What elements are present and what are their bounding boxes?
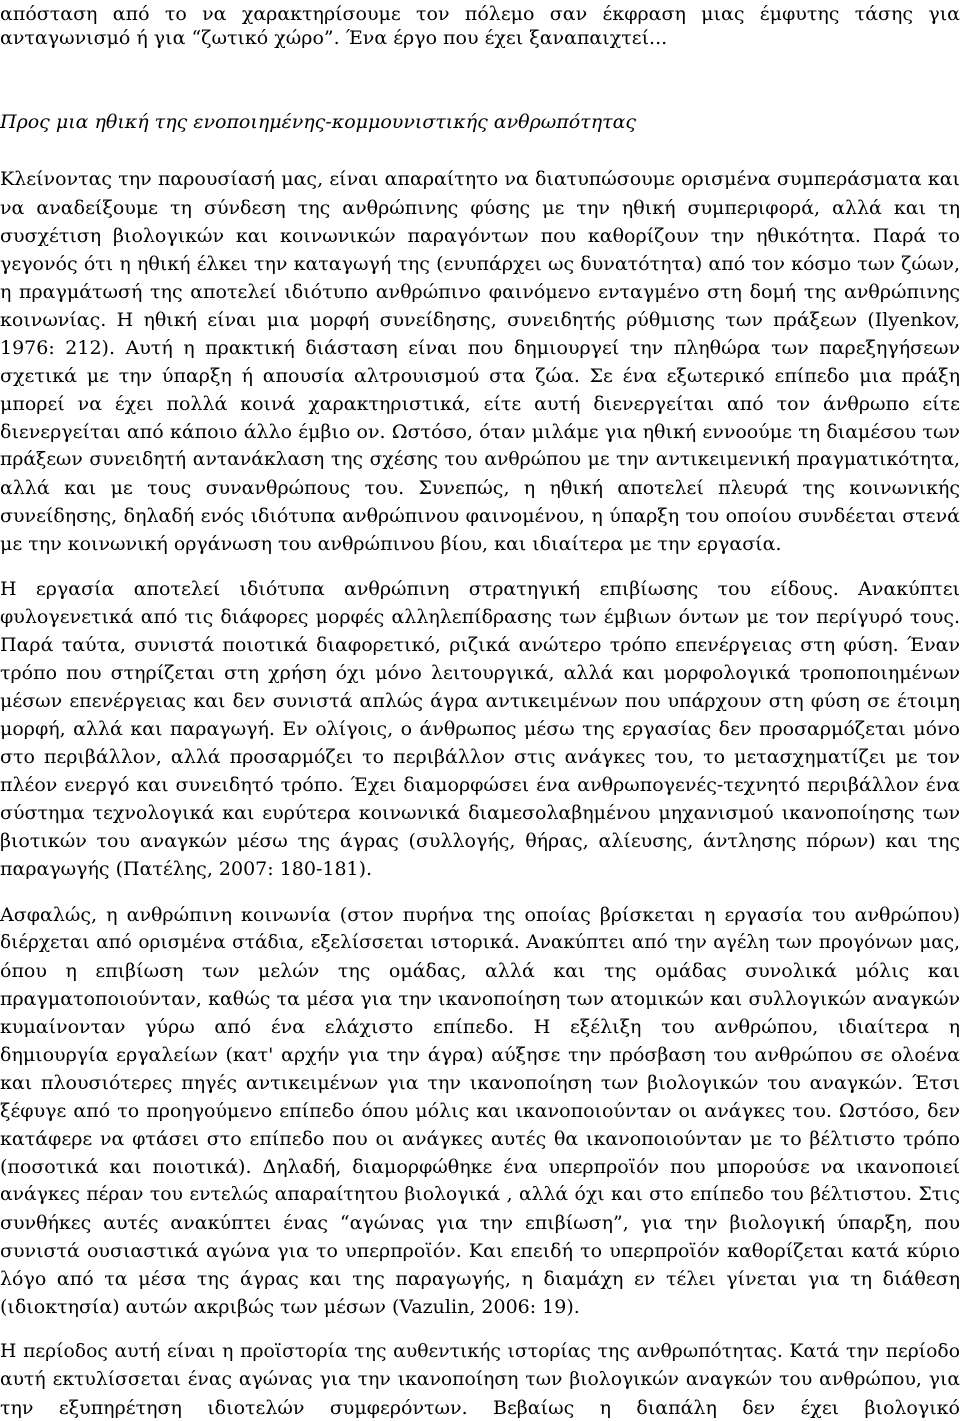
text-line: Η εργασία αποτελεί ιδιότυπα ανθρώπινη στρατηγική επιβίωσης του είδους. Ανακύπτει <box>0 578 960 600</box>
text-line: σύστημα τεχνολογικά και ευρύτερα κοινωνικά διαμεσολαβημένου μηχανισμού ικανοποίησης των <box>0 802 960 824</box>
text-line: με την κοινωνική οργάνωση του ανθρώπινου βίου, και ιδιαίτερα με την εργασία. <box>0 533 782 555</box>
text-line: διέρχεται από ορισμένα στάδια, εξελίσσεται ιστορικά. Ανακύπτει από την αγέλη των προγόνων μας, <box>0 932 960 953</box>
text-line: όπου η επιβίωση των μελών της ομάδας, αλλά και της ομάδας συνολικά μόλις και <box>0 960 960 982</box>
text-line: διενεργείται από κάποιο άλλο έμβιο ον. Ωστόσο, όταν μιλάμε για ηθική εννοούμε τη διαμέσου των <box>0 421 960 443</box>
text-line: αλλά και με τους συνανθρώπους του. Συνεπώς, η ηθική αποτελεί πλευρά της κοινωνικής <box>0 477 960 499</box>
text-line: 1976: 212). Αυτή η πρακτική διάσταση είναι που δημιουργεί την πληθώρα των παρεξηγήσεων <box>0 337 960 359</box>
text-line: πραγματοποιούνταν, καθώς τα μέσα για την ικανοποίηση των ατομικών και συλλογικών αναγκών <box>0 988 960 1010</box>
text-line: αυτή εκτυλίσσεται ένας αγώνας για την ικανοποίηση των βιολογικών αναγκών του ανθρώπου, για <box>0 1369 960 1390</box>
text-line: μέσων επενέργειας και δεν συνιστά απλώς άγρα αντικειμένων που υπάρχουν στη φύση σε έτοιμη <box>0 690 960 712</box>
text-line: στο περιβάλλον, αλλά προσαρμόζει το περιβάλλον στις ανάγκες του, το μετασχηματίζει με τον <box>0 746 960 768</box>
text-line: πράξεων συνειδητή αντανάκλαση της σχέσης του ανθρώπου με την αντικειμενική πραγματικότητα, <box>0 449 960 470</box>
text-line: λόγο από τα μέσα της άγρας και της παραγωγής, η διαμάχη εν τέλει γίνεται για τη διάθεση <box>0 1268 960 1290</box>
text-line: Κλείνοντας την παρουσίασή μας, είναι απαραίτητο να διατυπώσουμε ορισμένα συμπεράσματα και <box>0 168 960 190</box>
text-line: κατάφερε να φτάσει στο επίπεδο που οι ανάγκες αυτές θα ικανοποιούνταν με το βέλτιστο τρόπο <box>0 1128 960 1150</box>
text-line: ανταγωνισμό ή για “ζωτικό χώρο”. Ένα έργο που έχει ξαναπαιχτεί... <box>0 27 668 49</box>
text-line: ανάγκες πέραν του εντελώς απαραίτητου βιολογικά , αλλά όχι και στο επίπεδο του βέλτιστου. Στις <box>0 1184 960 1205</box>
text-line: απόσταση από το να χαρακτηρίσουμε τον πόλεμο σαν έκφραση μιας έμφυτης τάσης για <box>0 3 960 25</box>
text-line: δημιουργία εργαλείων (κατ' αρχήν για την άγρα) αύξησε την πρόσβαση του ανθρώπου σε ολοένα <box>0 1044 960 1066</box>
text-line: τρόπο που στηρίζεται στη χρήση όχι μόνο λειτουργικά, αλλά και μορφολογικά τροποποιημένων <box>0 662 960 684</box>
text-line: την εξυπηρέτηση ιδιοτελών συμφερόντων. Βεβαίως η διαπάλη δεν έχει βιολογικό <box>0 1397 960 1419</box>
text-line: συνιστά ουσιαστικά αγώνα για το υπερπροϊόν. Και επειδή το υπερπροϊόν καθορίζεται κατά κύριο <box>0 1240 960 1262</box>
text-line: και πλουσιότερες πηγές αντικειμένων για την ικανοποίηση των βιολογικών του αναγκών. Έτσι <box>0 1072 960 1094</box>
text-line: Η περίοδος αυτή είναι η προϊστορία της αυθεντικής ιστορίας της ανθρωπότητας. Κατά την περίοδο <box>0 1341 960 1362</box>
text-line: γεγονός ότι η ηθική έλκει την καταγωγή της (ενυπάρχει ως δυνατότητα) από τον κόσμο των ζώων, <box>0 253 960 275</box>
text-line: πλέον ενεργό και συνειδητό τρόπο. Έχει διαμορφώσει ένα ανθρωπογενές-τεχνητό περιβάλλον ένα <box>0 774 960 796</box>
text-line: να αναδείξουμε τη σύνδεση της ανθρώπινης φύσης με την ηθική συμπεριφορά, αλλά και τη <box>0 197 960 219</box>
section-heading: Προς μια ηθική της ενοποιημένης-κομμουνιστικής ανθρωπότητας <box>0 111 637 133</box>
text-line: κοινωνίας. Η ηθική είναι μια μορφή συνείδησης, συνειδητής ρύθμισης των πράξεων (Ilyenkov, <box>0 309 960 331</box>
text-line: κυμαίνονταν γύρω από ένα ελάχιστο επίπεδο. Η εξέλιξη του ανθρώπου, ιδιαίτερα η <box>0 1016 960 1038</box>
text-line: παραγωγής (Πατέλης, 2007: 180-181). <box>0 858 373 880</box>
text-line: μπορεί να έχει πολλά κοινά χαρακτηριστικά, είτε αυτή διενεργείται από τον άνθρωπο είτε <box>0 393 960 415</box>
text-line: σχετικά με την ύπαρξη ή απουσία αλτρουισμού στα ζώα. Σε ένα εξωτερικό επίπεδο μια πράξη <box>0 365 960 387</box>
text-line: φυλογενετικά από τις διάφορες μορφές αλληλεπίδρασης των έμβιων όντων με τον περίγυρό τους. <box>0 606 960 628</box>
text-line: συνθήκες αυτές ανακύπτει ένας “αγώνας για την επιβίωση”, για την βιολογική ύπαρξη, που <box>0 1212 960 1234</box>
text-line: ξέφυγε από το προηγούμενο επίπεδο όπου μόλις και ικανοποιούνταν οι ανάγκες του. Ωστόσο, δεν <box>0 1100 960 1122</box>
text-line: (ποσοτικά και ποιοτικά). Δηλαδή, διαμορφώθηκε ένα υπερπροϊόν που μπορούσε να ικανοποιεί <box>0 1156 960 1178</box>
text-line: συσχέτιση βιολογικών και κοινωνικών παραγόντων που καθορίζουν την ηθικότητα. Παρά το <box>0 225 960 247</box>
text-line: μορφή, αλλά και παραγωγή. Εν ολίγοις, ο άνθρωπος μέσω της εργασίας δεν προσαρμόζεται μόνο <box>0 718 960 740</box>
text-line: Παρά ταύτα, συνιστά ποιοτικά διαφορετικό, ριζικά ανώτερο τρόπο επενέργειας στη φύση. Έναν <box>0 634 960 656</box>
text-line: (ιδιοκτησία) αυτών ακριβώς των μέσων (Vazulin, 2006: 19). <box>0 1296 580 1318</box>
text-line: η πραγμάτωσή της αποτελεί ιδιότυπο ανθρώπινο φαινόμενο ενταγμένο στη δομή της ανθρώπινης <box>0 281 960 303</box>
text-line: συνείδησης, δηλαδή ενός ιδιότυπα ανθρώπινου φαινομένου, η ύπαρξη του οποίου συνδέεται στενά <box>0 505 960 527</box>
text-line: βιοτικών του αναγκών μέσω της άγρας (συλλογής, θήρας, αλίευσης, άντλησης πόρων) και της <box>0 830 960 852</box>
text-line: Ασφαλώς, η ανθρώπινη κοινωνία (στον πυρήνα της οποίας βρίσκεται η εργασία του ανθρώπου) <box>0 904 960 926</box>
